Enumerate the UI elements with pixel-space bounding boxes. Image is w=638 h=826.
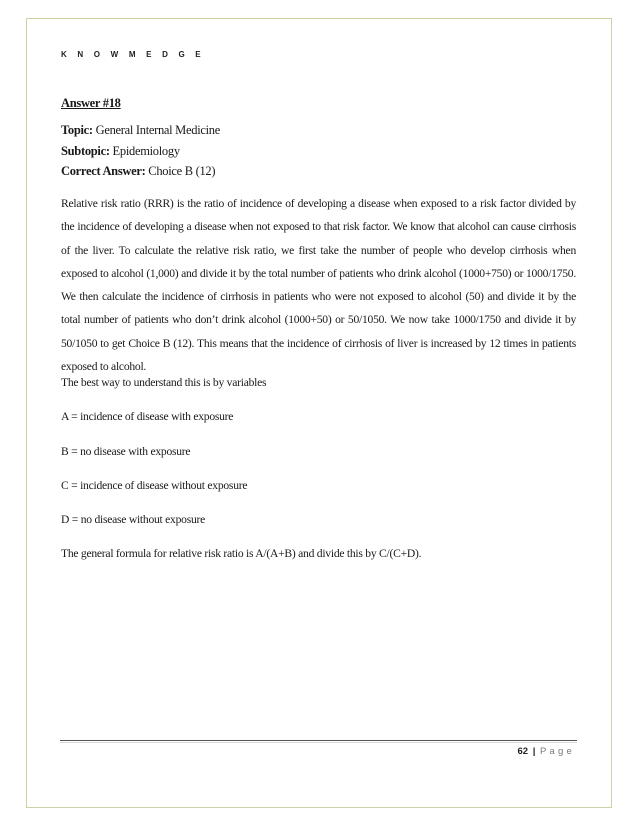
topic-value: General Internal Medicine — [92, 123, 220, 137]
correct-answer-label: Correct Answer: — [61, 164, 146, 178]
footer-separator: | — [532, 746, 536, 757]
explanation-paragraph: Relative risk ratio (RRR) is the ratio of incidence of developing a disease when exposed to a risk factor divided by the incidence of developing a disease when not exposed to that risk factor. We know that alcohol can cause cirrhosis of the liver. To calculate the relative risk ratio, we first take the number of people who develop cirrhosis when exposed to alcohol (1,000) and divide it by the total number of patients who drink alcohol (1000+750) or 1000/1750. We then calculate the incidence of cirrhosis in patients who were not exposed to alcohol (50) and divide it by the total number of patients who don’t drink alcohol (1000+50) or 50/1050. We now take 1000/1750 and divide it by 50/1050 to get Choice B (12). This means that the incidence of cirrhosis of liver is increased by 12 times in patients exposed to alcohol. — [61, 197, 576, 374]
subtopic-label: Subtopic: — [61, 144, 110, 158]
subtopic-line — [61, 144, 180, 159]
topic-label: Topic: — [61, 123, 93, 137]
variable-c: C = incidence of disease without exposure — [61, 479, 248, 492]
formula-line: The general formula for relative risk ratio is A/(A+B) and divide this by C/(C+D). — [61, 547, 422, 560]
subtopic-value: Epidemiology — [109, 144, 180, 158]
brand-header: K N O W M E D G E — [61, 50, 205, 59]
page-label: Page — [540, 746, 575, 757]
answer-title: Answer #18 — [61, 96, 121, 110]
variable-d: D = no disease without exposure — [61, 513, 206, 526]
page-number: 62 — [517, 746, 529, 757]
page-footer — [517, 746, 575, 757]
correct-answer-value: Choice B (12) — [145, 164, 216, 178]
variable-a: A = incidence of disease with exposure — [61, 410, 234, 423]
topic-line — [61, 123, 220, 138]
variables-intro: The best way to understand this is by variables — [61, 376, 267, 389]
footer-rule — [60, 740, 577, 741]
correct-answer-line — [61, 164, 215, 179]
variable-b: B = no disease with exposure — [61, 445, 191, 458]
footer-rule-shadow — [60, 742, 577, 743]
